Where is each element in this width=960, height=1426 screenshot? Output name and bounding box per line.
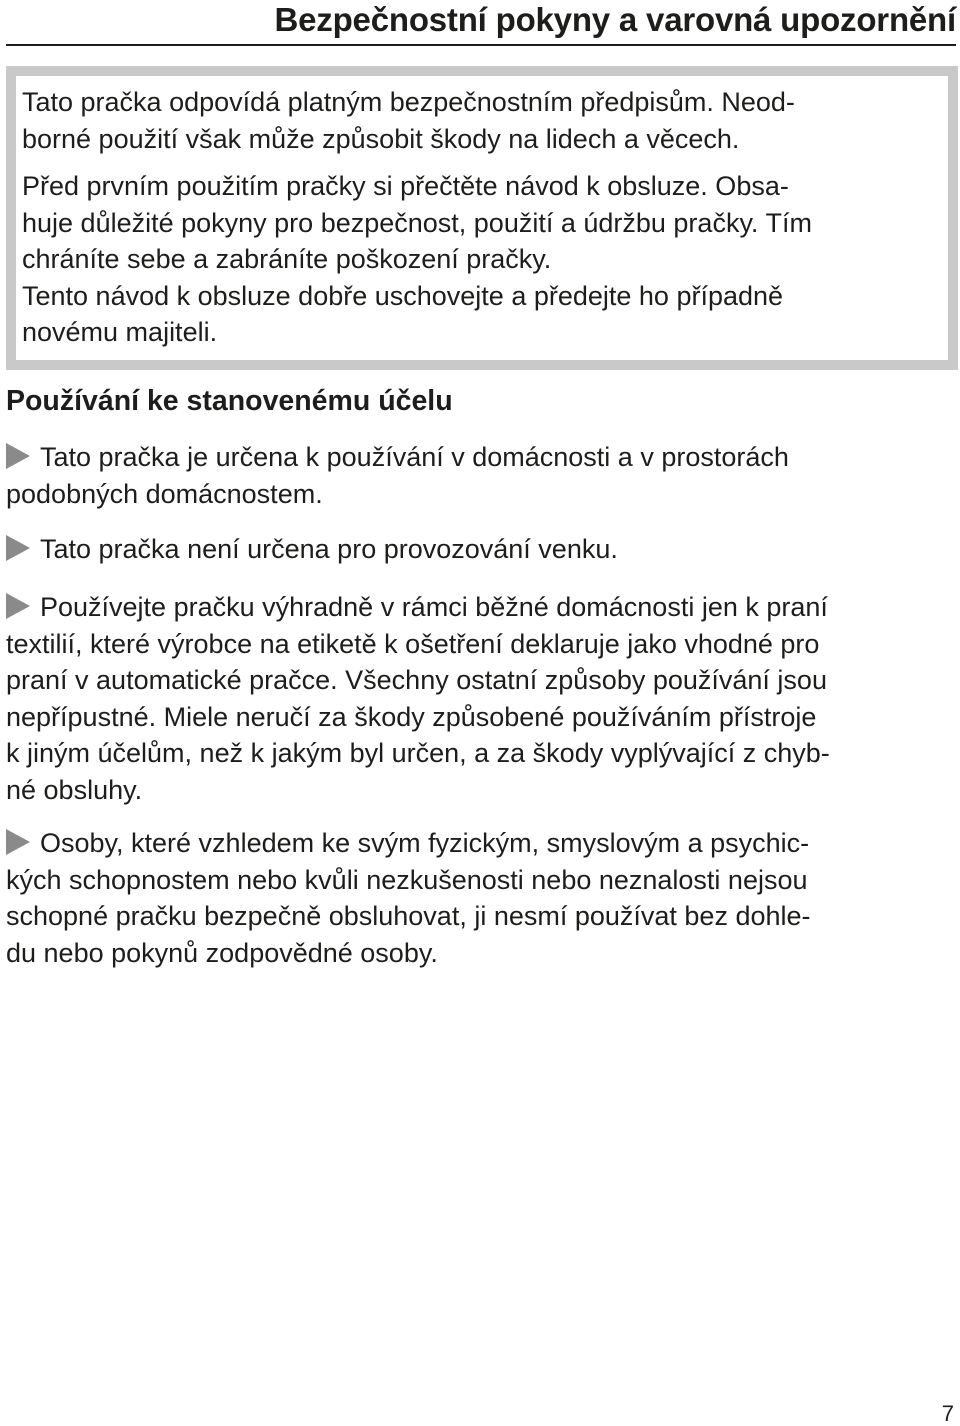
bullet-item: [6, 531, 956, 568]
warning-paragraph-1: Tato pračka odpovídá platným bezpečnostním předpisům. Neod- borné použití však může způsobit škody na lidech a věcech.: [22, 87, 795, 154]
bullet-triangle-icon: [6, 535, 30, 561]
bullet-triangle-icon: [6, 593, 30, 619]
bullet-text: Tato pračka je určena k používání v domácnosti a v prostorách podobných domácnostem.: [6, 442, 789, 509]
page-number: 7: [941, 1401, 954, 1426]
header-divider: [6, 44, 956, 46]
page-header: [0, 0, 960, 46]
bullet-triangle-icon: [6, 443, 30, 469]
section-heading: Používání ke stanovenému účelu: [6, 385, 453, 417]
bullet-text: Osoby, které vzhledem ke svým fyzickým, smyslovým a psychic- kých schopnostem nebo kvůli nezkušenosti nebo neznalosti nejsou schopné pračku bezpečně obsluhovat, ji nesmí používat bez dohle- du nebo pokynů zodpovědné osoby.: [6, 828, 811, 968]
bullet-item: [6, 439, 956, 512]
bullet-text: Tato pračka není určena pro provozování venku.: [40, 534, 618, 564]
bullet-triangle-icon: [6, 829, 30, 855]
warning-paragraph-2: Před prvním použitím pračky si přečtěte návod k obsluze. Obsa- huje důležité pokyny pro bezpečnost, použití a údržbu pračky. Tím chráníte sebe a zabráníte poškození pračky. Tento návod k obsluze dobře uschovejte a předejte ho případně novému majiteli.: [22, 171, 812, 347]
bullet-item: [6, 589, 956, 808]
bullet-item: [6, 825, 956, 971]
page-title: Bezpečnostní pokyny a varovná upozornění: [274, 1, 956, 38]
bullet-text: Používejte pračku výhradně v rámci běžné domácnosti jen k praní textilií, které výrobce na etiketě k ošetření deklaruje jako vhodné pro praní v automatické pračce. Všechny ostatní způsoby používání jsou nepřípustné. Miele neručí za škody způsobené používáním přístroje k jiným účelům, než k jakým byl určen, a za škody vyplývající z chyb- né obsluhy.: [6, 592, 830, 805]
